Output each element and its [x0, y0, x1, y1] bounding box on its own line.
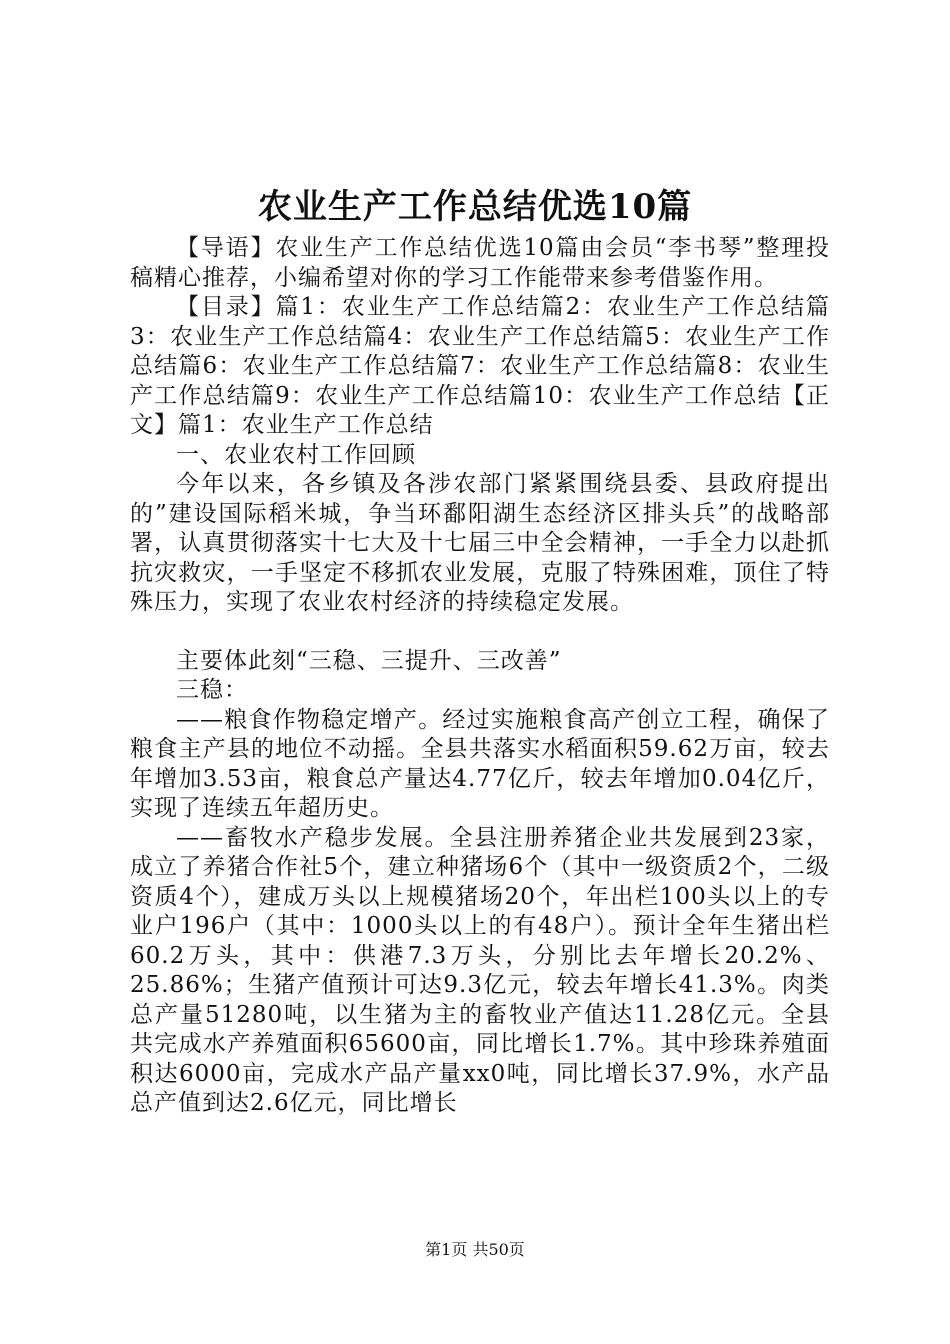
paragraph-summary-line: 主要体此刻“三稳、三提升、三改善”	[176, 647, 562, 674]
paragraph-overview: 今年以来，各乡镇及各涉农部门紧紧围绕县委、县政府提出的”建设国际稻米城，争当环鄱阳湖生态经济区排头兵”的战略部署，认真贯彻落实十七大及十七届三中全会精神，一手全力以赴抓抗灾救灾，一手坚定不移抓农业发展，克服了特殊困难，顶住了特殊压力，实现了农业农村经济的持续稳定发展。	[130, 471, 830, 615]
document-title: 农业生产工作总结优选10篇	[257, 187, 693, 227]
section-heading: 一、农业农村工作回顾	[176, 441, 416, 468]
paragraph-grain: ——粮食作物稳定增产。经过实施粮食高产创立工程，确保了粮食主产县的地位不动摇。全县共落实水稻面积59.62万亩，较去年增加3.53亩，粮食总产量达4.77亿斤，较去年增加0.04亿斤，实现了连续五年超历史。	[130, 706, 830, 821]
paragraph-subheading: 三稳：	[176, 677, 248, 703]
page-footer: 第1页 共50页	[425, 1240, 525, 1259]
paragraph-intro: 【导语】农业生产工作总结优选10篇由会员“李书琴”整理投稿精心推荐，小编希望对你的学习工作能带来参考借鉴作用。	[130, 235, 830, 291]
document-body	[130, 234, 830, 1119]
paragraph-livestock: ——畜牧水产稳步发展。全县注册养猪企业共发展到23家，成立了养猪合作社5个，建立种猪场6个（其中一级资质2个，二级资质4个），建成万头以上规模猪场20个，年出栏100头以上的专业户196户（其中：1000头以上的有48户）。预计全年生猪出栏60.2万头，其中：供港7.3万头，分别比去年增长20.2%、25.86%；生猪产值预计可达9.3亿元，较去年增长41.3%。肉类总产量51280吨，以生猪为主的畜牧业产值达11.28亿元。全县共完成水产养殖面积65600亩，同比增长1.7%。其中珍珠养殖面积达6000亩，完成水产品产量xx0吨，同比增长37.9%，水产品总产值到达2.6亿元，同比增长	[130, 824, 830, 1116]
paragraph-contents: 【目录】篇1：农业生产工作总结篇2：农业生产工作总结篇3：农业生产工作总结篇4：农业生产工作总结篇5：农业生产工作总结篇6：农业生产工作总结篇7：农业生产工作总结篇8：农业生产工作总结篇9：农业生产工作总结篇10：农业生产工作总结【正文】篇1：农业生产工作总结	[130, 294, 830, 438]
